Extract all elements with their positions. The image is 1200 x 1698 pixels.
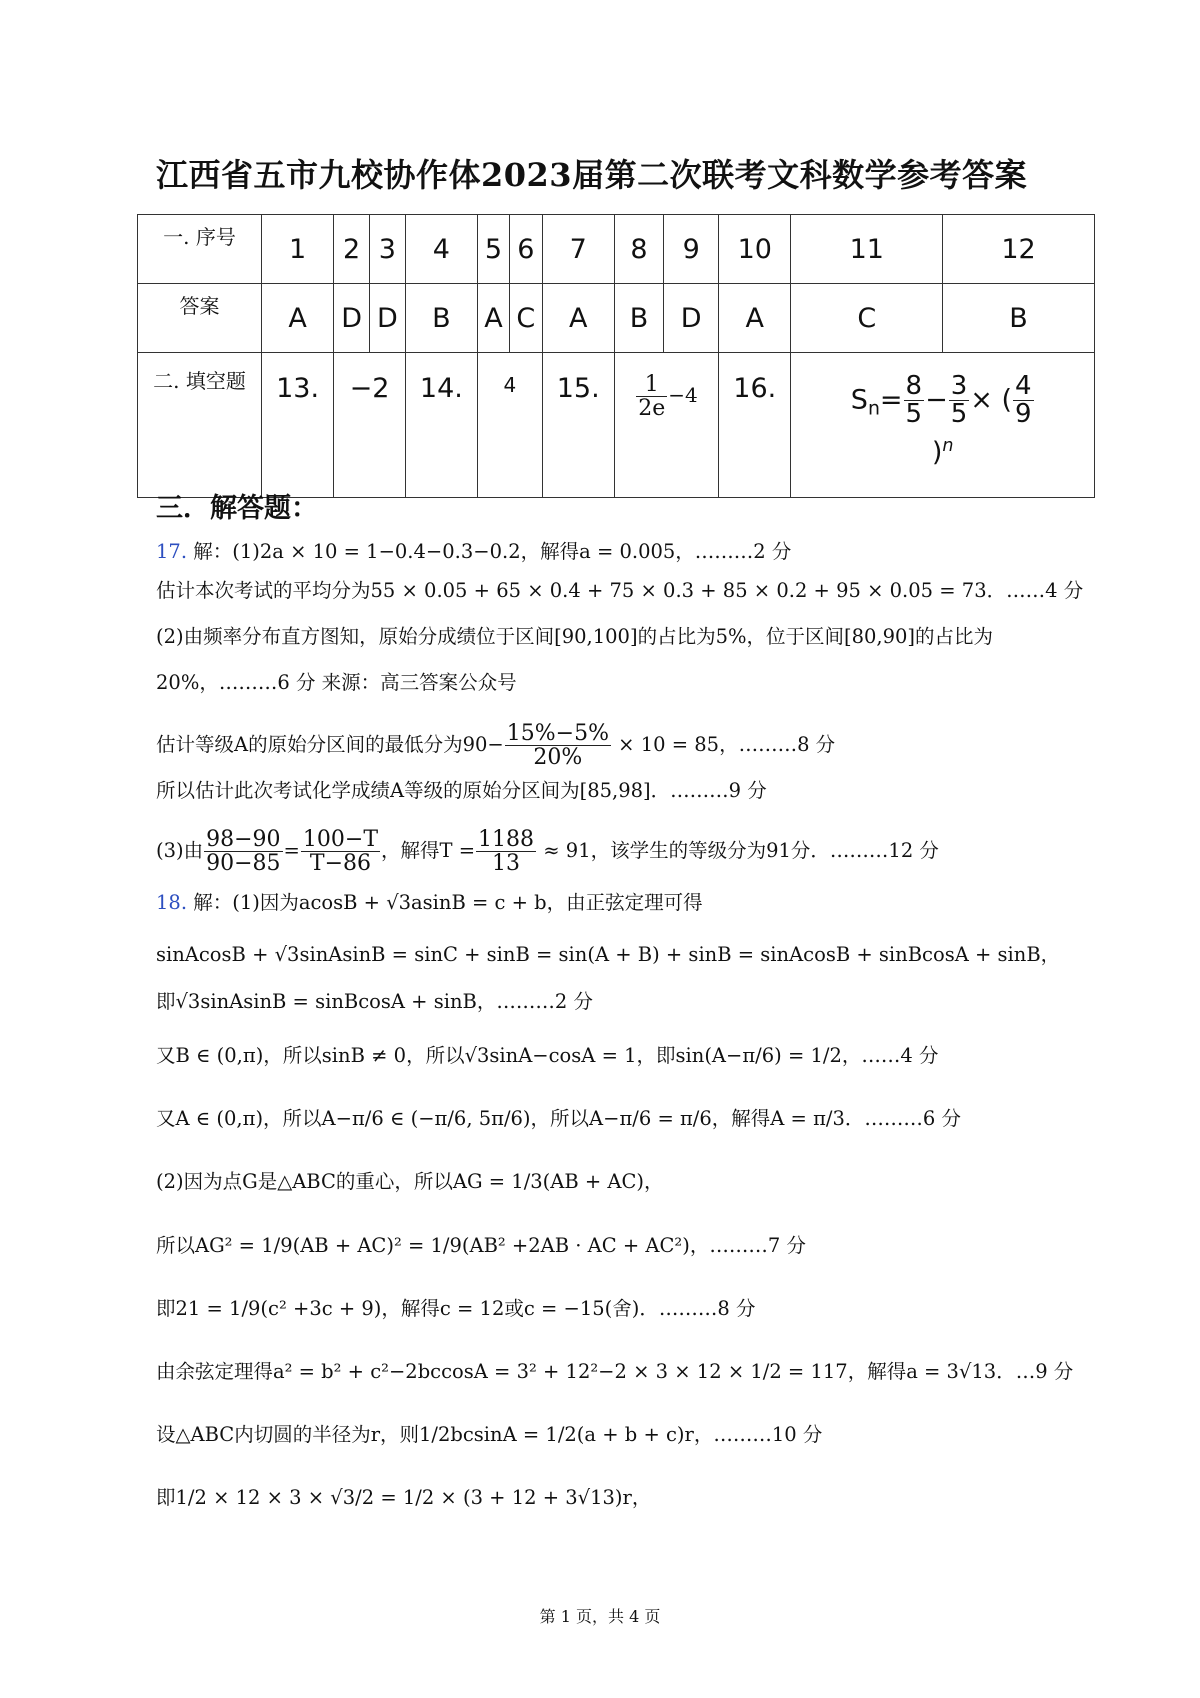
question-number: 17. xyxy=(156,540,188,563)
fraction: $\frac{3}{5}$ xyxy=(950,371,968,430)
section-heading: 三．解答题： xyxy=(156,493,318,524)
solution-line: 所以估计此次考试化学成绩A等级的原始分区间为[85,98]．………9 分 xyxy=(156,779,767,802)
fraction: $\frac{1}{2e}$ xyxy=(638,372,666,422)
cell-number: 10 xyxy=(719,215,791,284)
solution-line: 17. 解：(1)2a × 10 = 1−0.4−0.3−0.2，解得a = 0.005，………2 分 xyxy=(156,540,792,563)
row-label-answer: 答案 xyxy=(138,284,262,353)
cell-number: 6 xyxy=(510,215,543,284)
solution-line: 即√3sinAsinB = sinBcosA + sinB，………2 分 xyxy=(156,990,593,1013)
cell-answer: D xyxy=(664,284,719,353)
solution-line: 18. 解：(1)因为acosB + √3asinB = c + b，由正弦定理可得 xyxy=(156,891,703,914)
cell-number: 5 xyxy=(478,215,510,284)
solution-line: 估计本次考试的平均分为55 × 0.05 + 65 × 0.4 + 75 × 0.3 + 85 × 0.2 + 95 × 0.05 = 73．……4 分 xyxy=(156,579,1084,602)
solution-line: 所以AG² = 1/9(AB + AC)² = 1/9(AB² +2AB · AC + AC²)，………7 分 xyxy=(156,1234,806,1257)
solution-line: 20%，………6 分 来源：高三答案公众号 xyxy=(156,671,517,694)
cell-answer: C xyxy=(791,284,943,353)
fraction: $\frac{1188}{13}$ xyxy=(478,827,535,877)
solution-line: (3)由 $\frac{98-90}{90-85}$ = $\frac{100-T}{T-86}$ ，解得T = $\frac{1188}{13}$ ≈ 91，该学生的等级分为91分．………12 分 xyxy=(156,827,939,877)
cell-answer: A xyxy=(542,284,614,353)
fill-number: 15. xyxy=(542,353,614,498)
answer-table xyxy=(137,214,1095,498)
solution-line: (2)由频率分布直方图知，原始分成绩位于区间[90,100]的占比为5%，位于区间[80,90]的占比为 xyxy=(156,625,994,648)
cell-number: 4 xyxy=(405,215,477,284)
cell-answer: C xyxy=(510,284,543,353)
fraction: $\frac{8}{5}$ xyxy=(905,371,923,430)
solution-line: 即21 = 1/9(c² +3c + 9)，解得c = 12或c = −15(舍)．………8 分 xyxy=(156,1297,756,1320)
solution-line: sinAcosB + √3sinAsinB = sinC + sinB = sin(A + B) + sinB = sinAcosB + sinBcosA + sinB， xyxy=(156,943,1061,966)
cell-answer: B xyxy=(943,284,1095,353)
fill-number: 16. xyxy=(719,353,791,498)
row-label-fill: 二. 填空题 xyxy=(138,353,262,498)
cell-answer: A xyxy=(262,284,334,353)
solution-line: 又A ∈ (0,π)，所以A−π/6 ∈ (−π/6, 5π/6)，所以A−π/6 = π/6，解得A = π/3．………6 分 xyxy=(156,1107,961,1130)
fill-number: 14. xyxy=(405,353,477,498)
fill-answer: $\frac{1}{2e}$ −4 xyxy=(614,353,718,498)
fill-answer: 4 xyxy=(478,353,543,498)
cell-number: 2 xyxy=(334,215,370,284)
cell-number: 7 xyxy=(542,215,614,284)
cell-number: 3 xyxy=(370,215,406,284)
page-footer: 第 1 页，共 4 页 xyxy=(539,1607,661,1626)
cell-number: 9 xyxy=(664,215,719,284)
solution-line: 估计等级A的原始分区间的最低分为90− $\frac{15\%-5\%}{20\%}$ × 10 = 85，………8 分 xyxy=(156,721,836,771)
solution-line: 设△ABC内切圆的半径为r，则1/2bcsinA = 1/2(a + b + c)r，………10 分 xyxy=(156,1423,823,1446)
fraction: $\frac{100-T}{T-86}$ xyxy=(302,827,378,877)
fraction: $\frac{98-90}{90-85}$ xyxy=(206,827,281,877)
cell-answer: D xyxy=(334,284,370,353)
fill-answer: $S_n=$ $\frac{8}{5}$ − $\frac{3}{5}$ × ( $\frac{4}{9}$ )$^n$ xyxy=(791,353,1095,498)
question-number: 18. xyxy=(156,891,188,914)
cell-number: 12 xyxy=(943,215,1095,284)
fraction: $\frac{15\%-5\%}{20\%}$ xyxy=(506,721,609,771)
row-label-number: 一. 序号 xyxy=(138,215,262,284)
page-title: 江西省五市九校协作体2023届第二次联考文科数学参考答案 xyxy=(156,156,1028,194)
cell-answer: A xyxy=(478,284,510,353)
cell-answer: D xyxy=(370,284,406,353)
cell-number: 8 xyxy=(614,215,663,284)
fill-number: 13. xyxy=(262,353,334,498)
solution-line: 又B ∈ (0,π)，所以sinB ≠ 0，所以√3sinA−cosA = 1，即sin(A−π/6) = 1/2，……4 分 xyxy=(156,1044,939,1067)
cell-number: 1 xyxy=(262,215,334,284)
cell-answer: B xyxy=(614,284,663,353)
fill-answer: −2 xyxy=(334,353,406,498)
cell-answer: A xyxy=(719,284,791,353)
solution-line: 由余弦定理得a² = b² + c²−2bccosA = 3² + 12²−2 × 3 × 12 × 1/2 = 117，解得a = 3√13．…9 分 xyxy=(156,1360,1074,1383)
solution-line: (2)因为点G是△ABC的重心，所以AG = 1/3(AB + AC)， xyxy=(156,1170,664,1193)
cell-answer: B xyxy=(405,284,477,353)
cell-number: 11 xyxy=(791,215,943,284)
solution-line: 即1/2 × 12 × 3 × √3/2 = 1/2 × (3 + 12 + 3√13)r， xyxy=(156,1486,652,1509)
fraction: $\frac{4}{9}$ xyxy=(1015,371,1032,430)
